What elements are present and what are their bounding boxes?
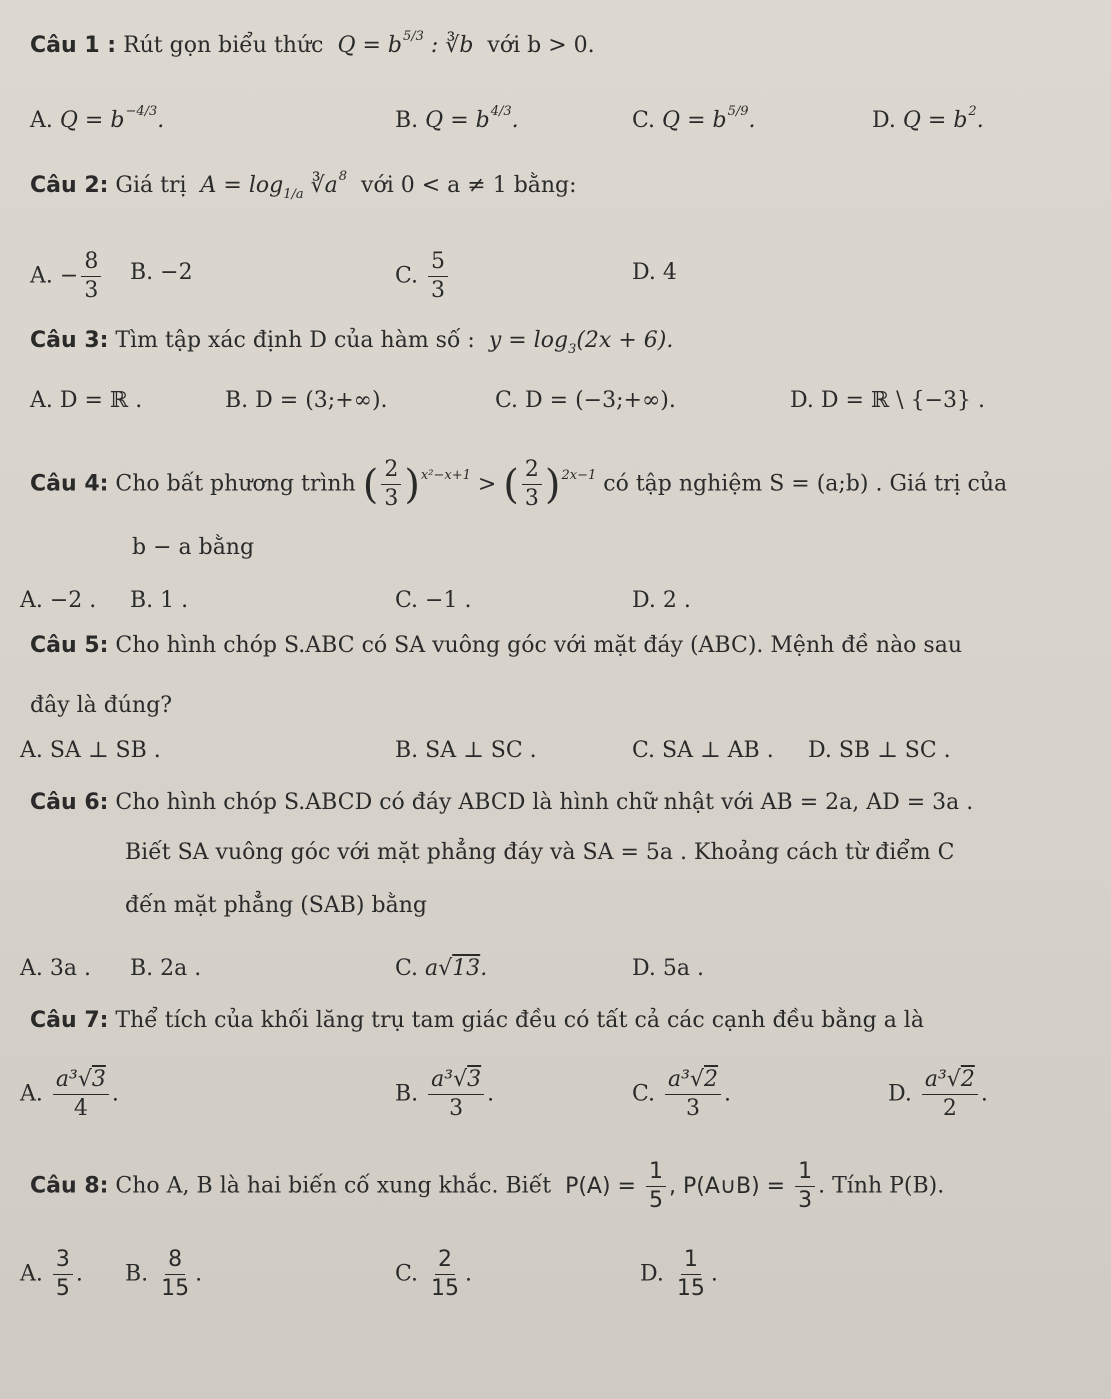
question-1-label: Câu 1 : — [30, 33, 117, 58]
question-2-option-a[interactable]: A. − $\frac{8}{3}$ — [30, 250, 104, 303]
question-5 — [30, 635, 962, 657]
question-7-option-b[interactable]: B. $\frac{\text{a³√3}}{3}$ . — [395, 1067, 495, 1122]
question-6-label: Câu 6: — [30, 790, 109, 815]
question-6-text: Cho hình chóp S.ABCD có đáy ABCD là hình chữ nhật với AB = 2a, AD = 3a . — [115, 790, 974, 815]
question-8-tail: . Tính P(B). — [818, 1173, 945, 1199]
question-2-condition: với 0 < a ≠ 1 bằng: — [361, 173, 577, 198]
question-4 — [30, 458, 1007, 511]
question-8 — [30, 1160, 944, 1213]
question-5-label: Câu 5: — [30, 633, 109, 658]
question-1-condition: với b > 0. — [487, 33, 595, 58]
question-1-option-d[interactable]: D. $Q = b^2$. — [872, 104, 984, 133]
question-8-text: Cho A, B là hai biến cố xung khắc. Biết — [115, 1173, 552, 1199]
question-4-text-2: có tập nghiệm S = (a;b) . Giá trị của — [603, 471, 1008, 497]
question-3-text: Tìm tập xác định D của hàm số : — [115, 328, 475, 353]
question-6-line-3: đến mặt phẳng (SAB) bằng — [125, 893, 427, 918]
question-8-option-c[interactable]: C. $\frac{2}{15}$ . — [395, 1247, 473, 1302]
question-4-text: Cho bất phương trình — [115, 471, 356, 497]
question-6-option-c[interactable]: C. a√13. — [395, 956, 488, 981]
question-7-text: Thể tích của khối lăng trụ tam giác đều có tất cả các cạnh đều bằng a là — [115, 1008, 924, 1033]
question-1-option-b[interactable]: B. $Q = b^{4/3}$. — [395, 104, 519, 133]
question-6-line-2: Biết SA vuông góc với mặt phẳng đáy và SA = 5a . Khoảng cách từ điểm C — [125, 840, 955, 865]
question-7-option-c[interactable]: C. $\frac{\text{a³√2}}{3}$ . — [632, 1067, 732, 1122]
question-4-option-d[interactable]: D. 2 . — [632, 588, 691, 613]
question-7-option-a[interactable]: A. $\frac{\text{a³√3}}{4}$ . — [20, 1067, 119, 1122]
question-6-option-a[interactable]: A. 3a . — [20, 956, 91, 981]
question-3-expression: $y = \log_3(2x + 6)$. — [481, 328, 674, 357]
question-4-inequality: ( $\frac{2}{3}$ )$^{x^2-x+1}$ > ( $\frac{2}{3}$ )$^{2x-1}$ — [362, 457, 597, 512]
question-7 — [30, 1010, 924, 1032]
question-1 — [30, 29, 595, 58]
question-2-expression: $A = \log_{1/a}$ $∛a^8$ — [193, 169, 348, 202]
question-5-option-d[interactable]: D. SB ⊥ SC . — [808, 738, 951, 763]
question-3 — [30, 328, 674, 357]
question-8-option-a[interactable]: A. $\frac{3}{5}$ . — [20, 1247, 83, 1302]
question-8-expression: P(A) = $\frac{1}{5}$ , P(A∪B) = $\frac{1}{3}$ — [558, 1174, 818, 1199]
question-1-option-a[interactable]: A. $Q = b^{-4/3}$. — [30, 104, 165, 133]
question-7-option-d[interactable]: D. $\frac{\text{a³√2}}{2}$ . — [888, 1067, 988, 1122]
question-8-label: Câu 8: — [30, 1173, 109, 1199]
question-1-expression: $Q = b^{5/3}$ : ∛b — [330, 29, 474, 58]
question-2-label: Câu 2: — [30, 173, 109, 198]
question-4-line-2: b − a bằng — [132, 535, 255, 560]
question-6 — [30, 792, 973, 814]
question-4-option-a[interactable]: A. −2 . — [20, 588, 97, 613]
question-2 — [30, 169, 577, 202]
question-1-option-c[interactable]: C. $Q = b^{5/9}$. — [632, 104, 756, 133]
question-2-text: Giá trị — [115, 173, 187, 198]
question-4-option-b[interactable]: B. 1 . — [130, 588, 189, 613]
question-8-option-d[interactable]: D. $\frac{1}{15}$ . — [640, 1247, 718, 1302]
question-3-label: Câu 3: — [30, 328, 109, 353]
question-2-option-b[interactable]: B. −2 — [130, 260, 193, 285]
question-3-option-a[interactable]: A. D = ℝ . — [30, 388, 143, 413]
question-5-option-b[interactable]: B. SA ⊥ SC . — [395, 738, 537, 763]
question-5-line-2: đây là đúng? — [30, 693, 173, 718]
question-2-option-d[interactable]: D. 4 — [632, 260, 677, 285]
question-2-option-c[interactable]: C. $\frac{5}{3}$ — [395, 250, 451, 303]
question-3-option-d[interactable]: D. D = ℝ \ {−3} . — [790, 388, 985, 413]
question-7-label: Câu 7: — [30, 1008, 109, 1033]
question-5-option-a[interactable]: A. SA ⊥ SB . — [20, 738, 161, 763]
question-3-option-c[interactable]: C. D = (−3;+∞). — [495, 388, 676, 413]
question-6-option-b[interactable]: B. 2a . — [130, 956, 202, 981]
question-3-option-b[interactable]: B. D = (3;+∞). — [225, 388, 388, 413]
question-5-text: Cho hình chóp S.ABC có SA vuông góc với mặt đáy (ABC). Mệnh đề nào sau — [115, 633, 962, 658]
question-8-option-b[interactable]: B. $\frac{8}{15}$ . — [125, 1247, 203, 1302]
question-4-option-c[interactable]: C. −1 . — [395, 588, 472, 613]
question-6-option-d[interactable]: D. 5a . — [632, 956, 704, 981]
question-1-text: Rút gọn biểu thức — [123, 33, 324, 58]
question-5-option-c[interactable]: C. SA ⊥ AB . — [632, 738, 774, 763]
question-4-label: Câu 4: — [30, 471, 109, 497]
